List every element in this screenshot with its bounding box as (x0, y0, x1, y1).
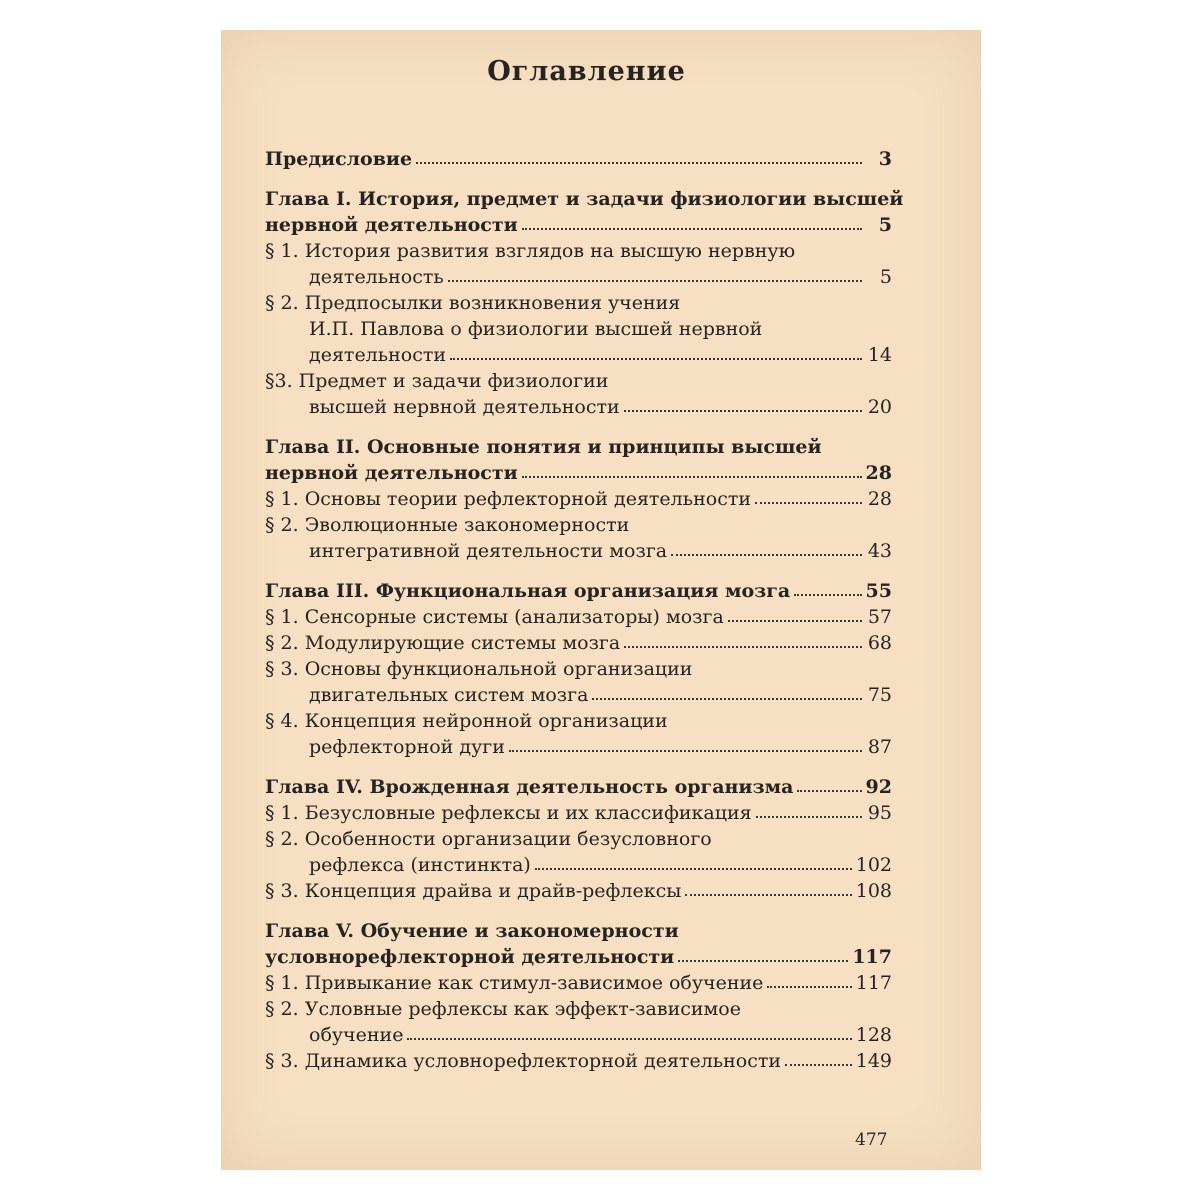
dot-leader (756, 815, 862, 818)
toc-line (265, 774, 892, 800)
dot-leader (416, 161, 862, 164)
page-title: Оглавление (487, 56, 686, 87)
dot-leader (797, 789, 861, 792)
toc-line (265, 734, 892, 760)
dot-leader (794, 593, 861, 596)
toc-line-text: Глава II. Основные понятия и принципы высшей (265, 436, 822, 458)
toc-line-text: Предисловие (265, 148, 413, 170)
toc-line (265, 800, 892, 826)
toc-section (265, 708, 892, 760)
dot-leader (678, 959, 848, 962)
toc-chapter (265, 918, 892, 970)
toc-line-text: § 3. Основы функциональной организации (265, 658, 693, 680)
toc-line (265, 852, 892, 878)
toc-page-number: 75 (867, 684, 892, 706)
dot-leader (535, 867, 852, 870)
dot-leader (755, 501, 862, 504)
toc-line-text: § 3. Концепция драйва и драйв-рефлексы (265, 880, 682, 902)
toc-line-text: деятельность (309, 266, 444, 288)
toc-line (265, 434, 892, 460)
toc-line-text: Глава III. Функциональная организация мозга (265, 580, 791, 602)
toc-line-text: Глава IV. Врожденная деятельность организма (265, 776, 794, 798)
toc-page-number: 149 (855, 1050, 892, 1072)
toc-line (265, 368, 892, 394)
dot-leader (522, 475, 862, 478)
toc-page-number: 28 (865, 462, 892, 484)
toc-section (265, 1048, 892, 1074)
toc-chapter (265, 578, 892, 604)
toc-line (265, 604, 892, 630)
toc-line (265, 212, 892, 238)
toc-page-number: 28 (867, 488, 892, 510)
toc-line (265, 708, 892, 734)
toc-page-number: 5 (878, 214, 892, 236)
toc-line (265, 342, 892, 368)
dot-leader (767, 985, 851, 988)
toc-page-number: 117 (852, 946, 892, 968)
dot-leader (450, 357, 862, 360)
toc-line-text: нервной деятельности (265, 462, 518, 484)
toc-section (265, 368, 892, 420)
toc-page-number: 87 (867, 736, 892, 758)
toc-line (265, 394, 892, 420)
dot-leader (685, 893, 851, 896)
toc-line (265, 944, 892, 970)
toc-line-text: § 2. Предпосылки возникновения учения (265, 292, 681, 314)
toc-line-text: § 4. Концепция нейронной организации (265, 710, 668, 732)
toc-line (265, 264, 892, 290)
dot-leader (785, 1063, 852, 1066)
dot-leader (407, 1037, 851, 1040)
toc-page-number: 3 (878, 148, 892, 170)
toc-line (265, 656, 892, 682)
toc-section (265, 630, 892, 656)
toc-page-number: 5 (879, 266, 892, 288)
toc-line (265, 238, 892, 264)
toc-page-number: 95 (867, 802, 892, 824)
dot-leader (592, 697, 862, 700)
toc-section (265, 656, 892, 708)
toc-line-text: Глава I. История, предмет и задачи физиологии высшей (265, 188, 904, 210)
toc-line-text: § 2. Условные рефлексы как эффект-зависимое (265, 998, 741, 1020)
toc-page-number: 128 (855, 1024, 892, 1046)
toc-page-number: 92 (865, 776, 892, 798)
dot-leader (448, 279, 862, 282)
dot-leader (509, 749, 862, 752)
toc-line (265, 996, 892, 1022)
toc-line-text: обучение (309, 1024, 404, 1046)
toc-line-text: § 1. Сенсорные системы (анализаторы) мозга (265, 606, 724, 628)
dot-leader (624, 645, 862, 648)
toc-chapter (265, 774, 892, 800)
toc-line (265, 826, 892, 852)
toc-page-number: 55 (865, 580, 892, 602)
dot-leader (522, 227, 862, 230)
dot-leader (671, 553, 862, 556)
toc-line (265, 186, 904, 212)
toc-section (265, 800, 892, 826)
toc-line-text: высшей нервной деятельности (309, 396, 620, 418)
toc-line-text: рефлекторной дуги (309, 736, 505, 758)
toc-line-text: нервной деятельности (265, 214, 518, 236)
toc-section (265, 996, 892, 1048)
toc-page-number: 68 (867, 632, 892, 654)
toc-section (265, 512, 892, 564)
toc-section (265, 604, 892, 630)
toc-line-text: § 2. Особенности организации безусловного (265, 828, 712, 850)
toc-line-text: § 1. Безусловные рефлексы и их классификация (265, 802, 752, 824)
toc-section (265, 970, 892, 996)
toc-line-text: двигательных систем мозга (309, 684, 589, 706)
toc-page-number: 20 (867, 396, 892, 418)
toc-page-number: 117 (855, 972, 892, 994)
toc-line-text: деятельности (309, 344, 447, 366)
toc-line (265, 316, 892, 342)
toc-line-text: рефлекса (инстинкта) (309, 854, 531, 876)
toc-line (265, 1022, 892, 1048)
toc-section (265, 290, 892, 368)
toc-chapter (265, 186, 904, 238)
toc-line (265, 918, 892, 944)
toc-line-text: условнорефлекторной деятельности (265, 946, 675, 968)
toc-section (265, 826, 892, 878)
toc-section (265, 486, 892, 512)
toc-line (265, 578, 892, 604)
table-of-contents (265, 52, 904, 1074)
toc-line-text: § 1. История развития взглядов на высшую нервную (265, 240, 796, 262)
toc-page-number: 43 (867, 540, 892, 562)
toc-section (265, 878, 892, 904)
toc-list (265, 146, 904, 1074)
toc-line-text: Глава V. Обучение и закономерности (265, 920, 679, 942)
toc-section (265, 238, 892, 290)
toc-line-text: § 1. Привыкание как стимул-зависимое обучение (265, 972, 764, 994)
toc-chapter (265, 434, 892, 486)
toc-page-number: 108 (855, 880, 892, 902)
toc-line (265, 878, 892, 904)
toc-page-number: 14 (867, 344, 892, 366)
dot-leader (728, 619, 862, 622)
toc-line (265, 290, 892, 316)
toc-line (265, 146, 892, 172)
toc-line-text: §3. Предмет и задачи физиологии (265, 370, 609, 392)
toc-line-text: интегративной деятельности мозга (309, 540, 668, 562)
toc-line (265, 512, 892, 538)
toc-page-number: 102 (855, 854, 892, 876)
toc-line-text: И.П. Павлова о физиологии высшей нервной (309, 318, 763, 340)
toc-line-text: § 2. Эволюционные закономерности (265, 514, 630, 536)
toc-line (265, 682, 892, 708)
toc-line (265, 486, 892, 512)
toc-page-number: 57 (867, 606, 892, 628)
toc-line-text: § 2. Модулирующие системы мозга (265, 632, 621, 654)
toc-line-text: § 1. Основы теории рефлекторной деятельности (265, 488, 752, 510)
toc-line-text: § 3. Динамика условнорефлекторной деятельности (265, 1050, 782, 1072)
toc-line (265, 970, 892, 996)
toc-line (265, 460, 892, 486)
toc-line (265, 1048, 892, 1074)
toc-line (265, 630, 892, 656)
toc-line (265, 538, 892, 564)
page-number: 477 (855, 1130, 888, 1150)
toc-chapter (265, 146, 892, 172)
dot-leader (624, 409, 862, 412)
